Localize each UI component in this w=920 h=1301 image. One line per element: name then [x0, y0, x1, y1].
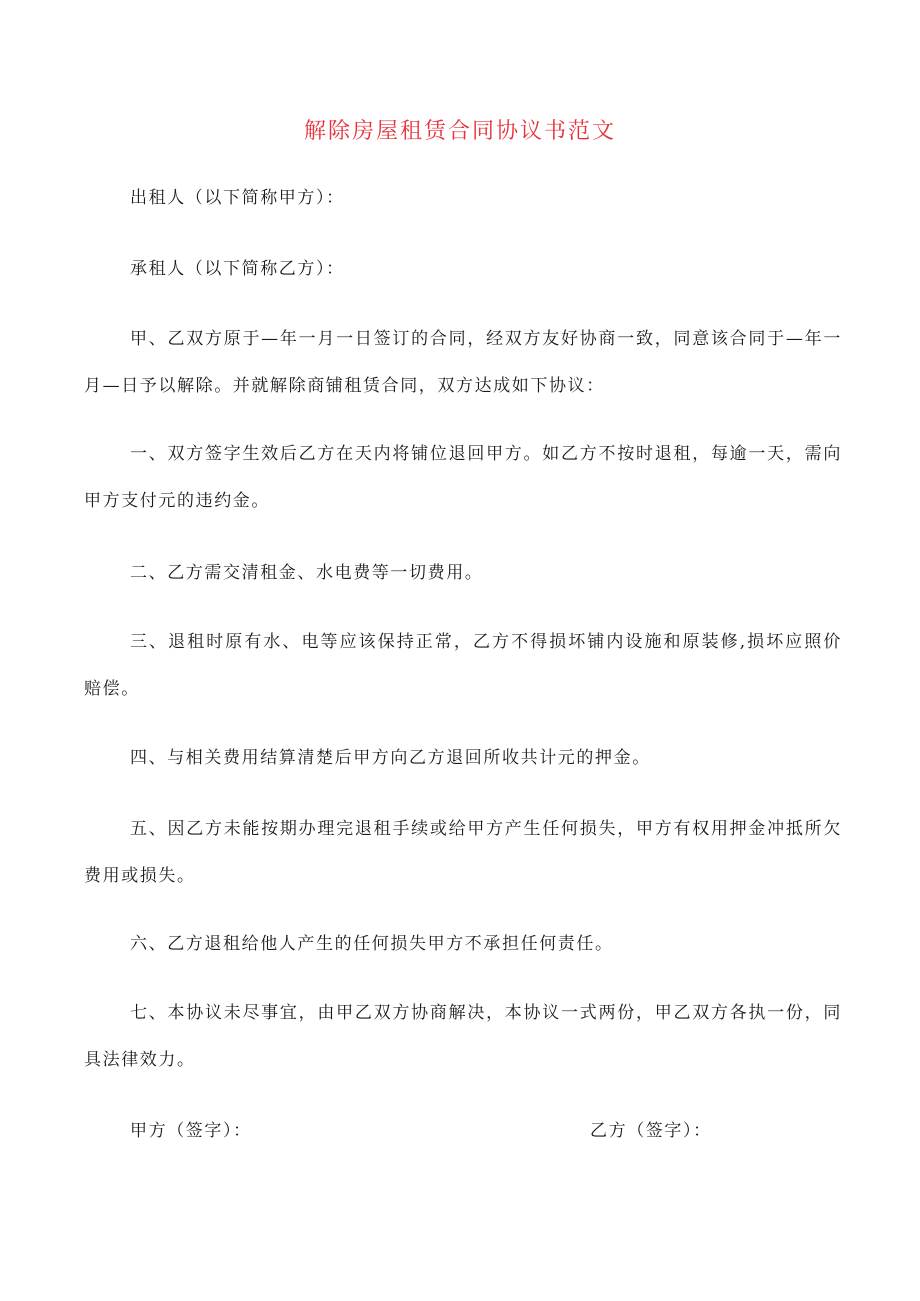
clause-1: 一、双方签字生效后乙方在天内将铺位退回甲方。如乙方不按时退租，每逾一天，需向甲方支付元的违约金。 [84, 444, 842, 511]
party-a-signature: 甲方（签字）： [130, 1121, 252, 1141]
intro-paragraph: 甲、乙双方原于—年一月一日签订的合同，经双方友好协商一致，同意该合同于—年一月—日予以解除。并就解除商铺租赁合同，双方达成如下协议： [84, 329, 842, 396]
clause-2: 二、乙方需交清租金、水电费等一切费用。 [130, 563, 484, 583]
document-title: 解除房屋租赁合同协议书范文 [303, 119, 616, 144]
clause-3: 三、退租时原有水、电等应该保持正常，乙方不得损坏铺内设施和原装修,损坏应照价赔偿。 [84, 632, 842, 699]
clause-6: 六、乙方退租给他人产生的任何损失甲方不承担任何责任。 [130, 934, 614, 954]
clause-7: 七、本协议未尽事宜，由甲乙双方协商解决，本协议一式两份，甲乙双方各执一份，同具法律效力。 [84, 1003, 842, 1070]
clause-4: 四、与相关费用结算清楚后甲方向乙方退回所收共计元的押金。 [130, 748, 651, 768]
lessor-line: 出租人（以下简称甲方）： [130, 188, 345, 208]
clause-5: 五、因乙方未能按期办理完退租手续或给甲方产生任何损失，甲方有权用押金冲抵所欠费用或损失。 [84, 819, 842, 886]
party-b-signature: 乙方（签字）： [590, 1121, 712, 1141]
lessee-line: 承租人（以下简称乙方）： [130, 259, 345, 279]
